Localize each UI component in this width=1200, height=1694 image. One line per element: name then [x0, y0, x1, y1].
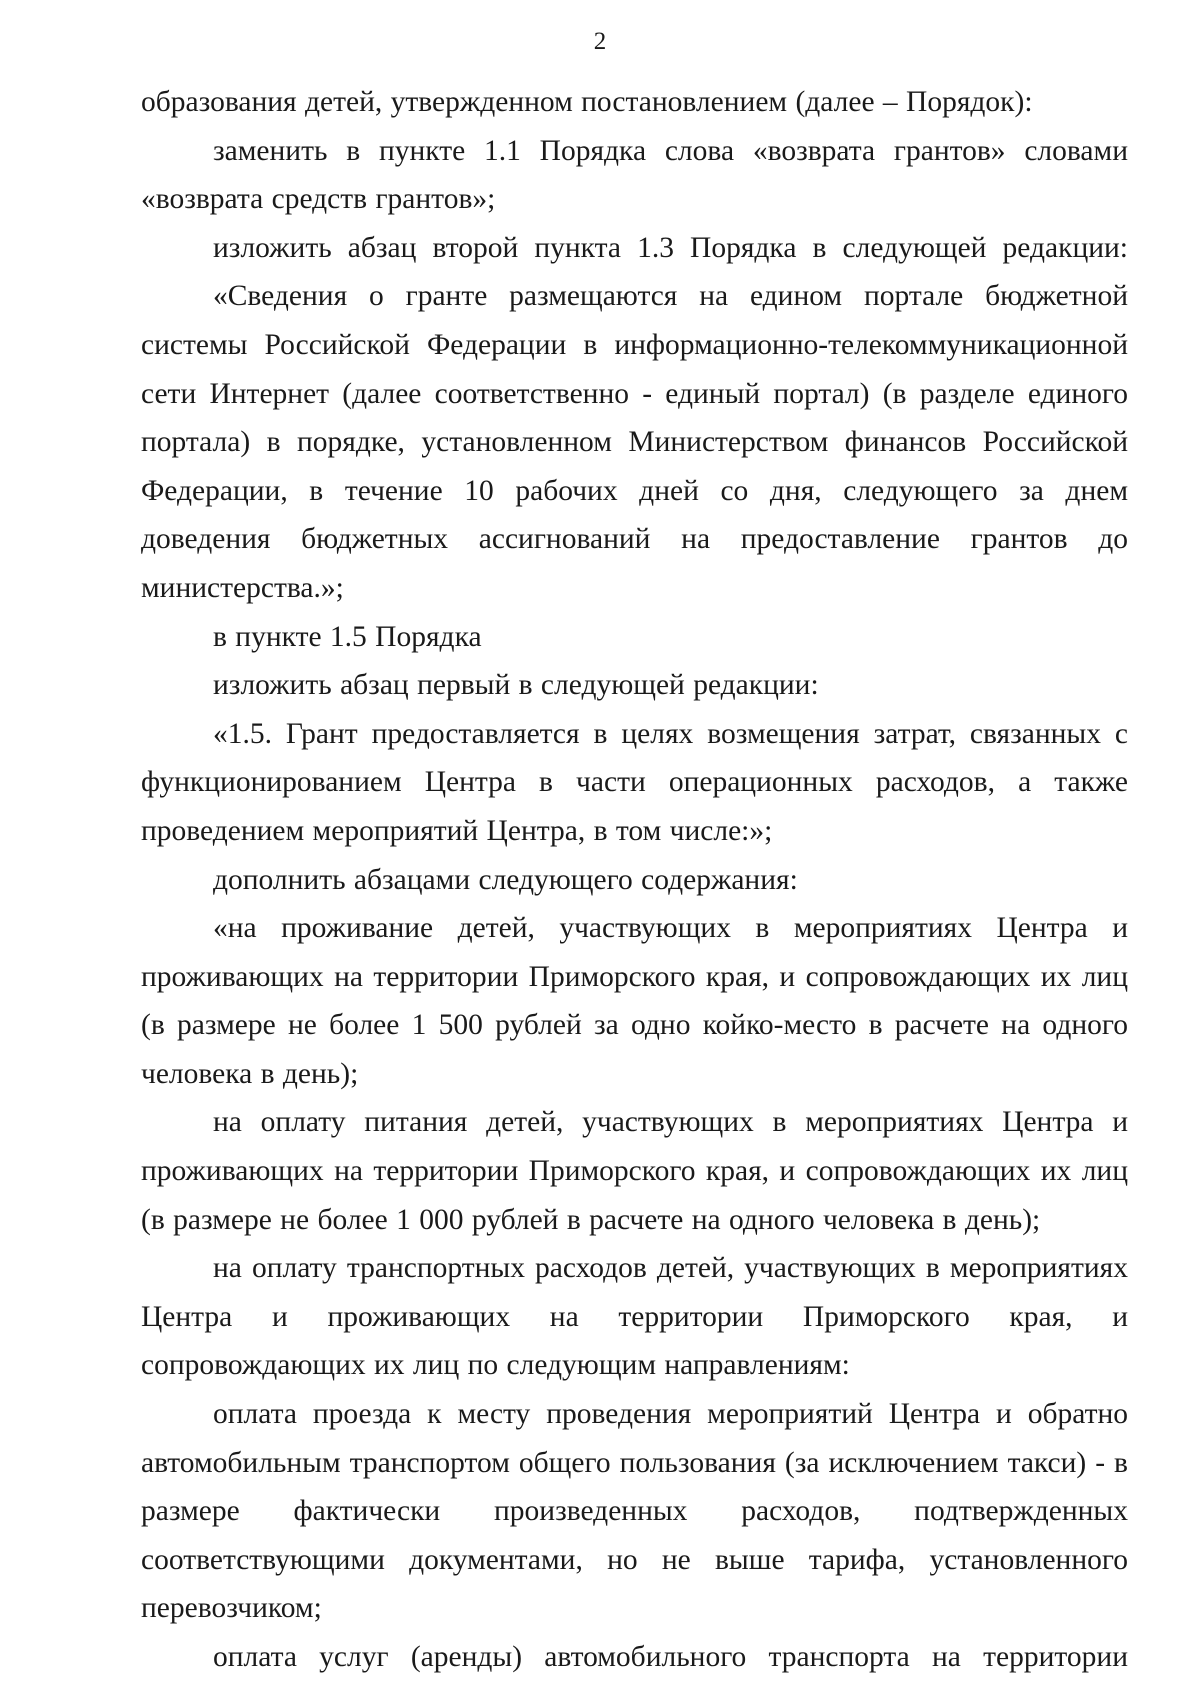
paragraph-3: изложить абзац второй пункта 1.3 Порядка в следующей редакции:: [213, 231, 1128, 264]
paragraph-6: изложить абзац первый в следующей редакции:: [213, 669, 819, 702]
paragraph-4: «Сведения о гранте размещаются на едином портале бюджетной системы Российской Федерации в информационно-телекоммуникационной сети Интернет (далее соответственно - единый портал) (в разделе единого портала) в порядке, установленном Министерством финансов Российской Федерации, в течение 10 рабочих дней со дня, следующего за днем доведения бюджетных ассигнований на предоставление грантов до министерства.»;: [141, 280, 1128, 604]
paragraph-11: на оплату транспортных расходов детей, участвующих в мероприятиях Центра и проживающих на территории Приморского края, и сопровождающих их лиц по следующим направлениям:: [141, 1252, 1128, 1382]
paragraph-13: оплата услуг (аренды) автомобильного транспорта на территории: [213, 1641, 1128, 1673]
paragraph-9: «на проживание детей, участвующих в мероприятиях Центра и проживающих на территории Приморского края, и сопровождающих их лиц (в размере не более 1 500 рублей за одно койко-место в расчете на одного человека в день);: [141, 912, 1128, 1090]
paragraph-12: оплата проезда к месту проведения мероприятий Центра и обратно автомобильным транспортом общего пользования (за исключением такси) - в размере фактически произведенных расходов, подтвержденных соответствующими документами, но не выше тарифа, установленного перевозчиком;: [141, 1398, 1128, 1625]
document-body: [141, 78, 1128, 1682]
paragraph-2: заменить в пункте 1.1 Порядка слова «возврата грантов» словами «возврата средств грантов»;: [141, 134, 1128, 216]
paragraph-10: на оплату питания детей, участвующих в мероприятиях Центра и проживающих на территории Приморского края, и сопровождающих их лиц (в размере не более 1 000 рублей в расчете на одного человека в день);: [141, 1106, 1128, 1236]
paragraph-8: дополнить абзацами следующего содержания:: [213, 863, 798, 896]
paragraph-5: в пункте 1.5 Порядка: [213, 620, 482, 653]
page-number: 2: [593, 28, 607, 55]
paragraph-7: «1.5. Грант предоставляется в целях возмещения затрат, связанных с функционированием Центра в части операционных расходов, а также проведением мероприятий Центра, в том числе:»;: [141, 717, 1128, 847]
paragraph-1: образования детей, утвержденном постановлением (далее – Порядок):: [141, 86, 1033, 118]
